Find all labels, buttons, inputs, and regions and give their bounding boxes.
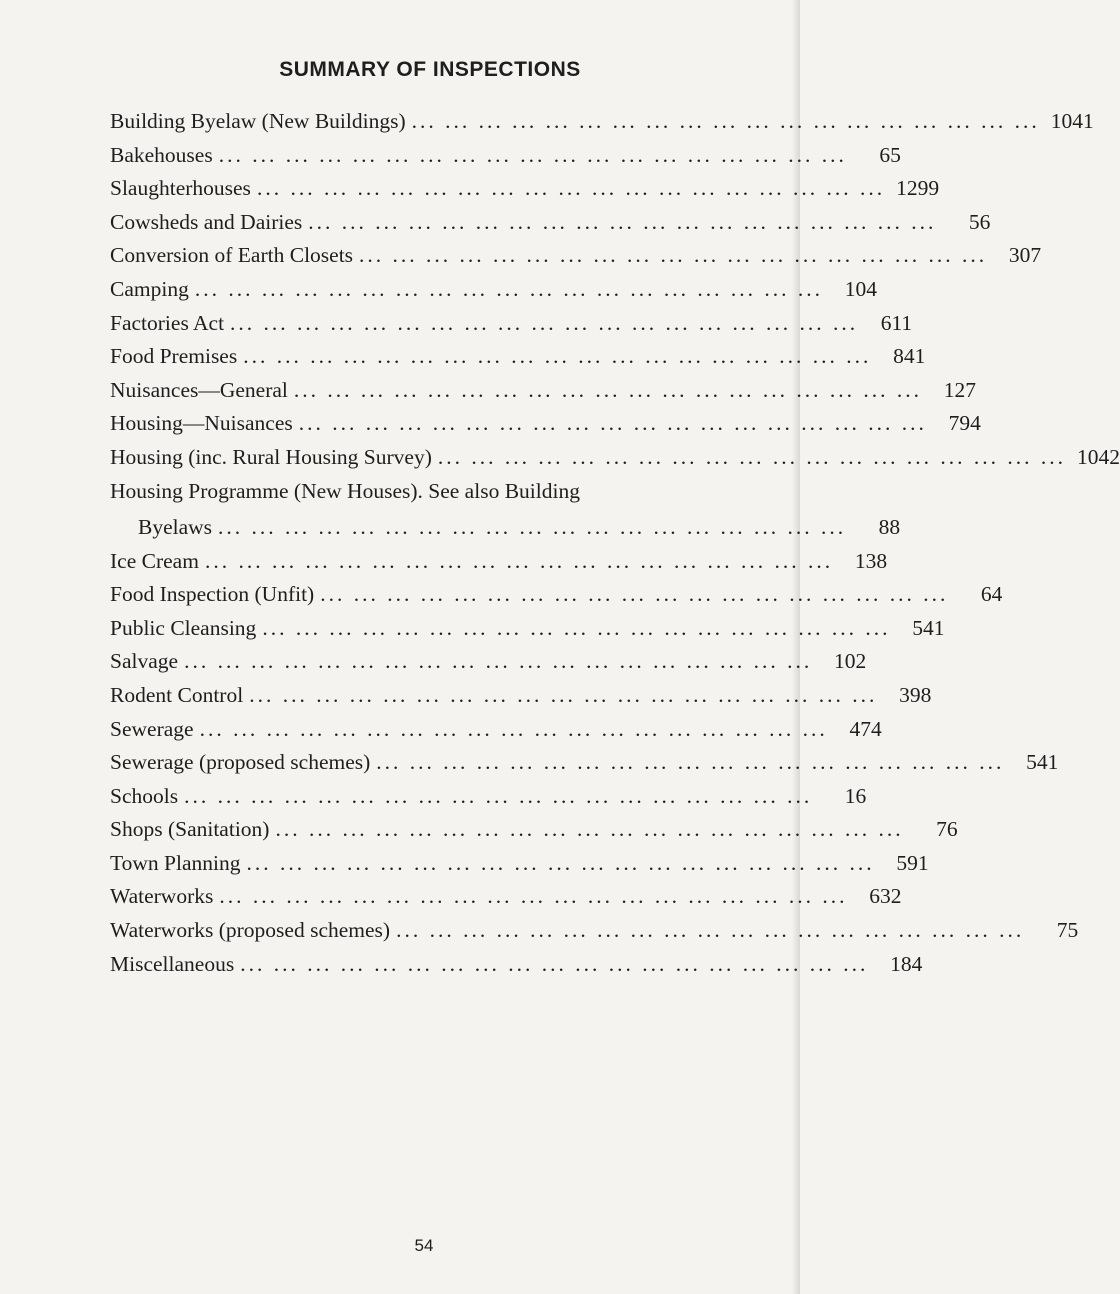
item-line — [110, 847, 929, 881]
list-item — [110, 239, 1042, 273]
item-line — [110, 713, 882, 747]
dot-leader: ... ... ... ... ... ... ... ... ... ... ... ... ... ... ... ... ... ... ... — [218, 514, 847, 539]
item-value: 76 — [936, 817, 958, 842]
dot-leader: ... ... ... ... ... ... ... ... ... ... ... ... ... ... ... ... ... ... ... — [199, 716, 828, 741]
item-value: 794 — [948, 411, 981, 436]
dot-leader: ... ... ... ... ... ... ... ... ... ... ... ... ... ... ... ... ... ... ... — [396, 918, 1025, 943]
item-label: Schools — [110, 783, 179, 808]
item-label: Public Cleansing — [110, 615, 257, 640]
item-label: Sewerage — [110, 716, 194, 741]
dot-leader: ... ... ... ... ... ... ... ... ... ... ... ... ... ... ... ... ... ... ... — [320, 582, 949, 607]
list-item — [110, 948, 923, 982]
dot-leader: ... ... ... ... ... ... ... ... ... ... ... ... ... ... ... ... ... ... ... — [219, 884, 848, 909]
item-value: 184 — [890, 951, 923, 976]
item-line — [110, 948, 923, 982]
page-number: 54 — [414, 1236, 434, 1255]
item-label: Conversion of Earth Closets — [110, 243, 354, 268]
item-label: Waterworks — [110, 884, 214, 909]
item-label: Shops (Sanitation) — [110, 817, 270, 842]
item-line — [110, 374, 977, 408]
dot-leader: ... ... ... ... ... ... ... ... ... ... ... ... ... ... ... ... ... ... ... — [240, 951, 869, 976]
item-line — [110, 746, 1059, 780]
item-label: Food Inspection (Unfit) — [110, 582, 315, 607]
item-value: 307 — [1008, 243, 1042, 268]
dot-leader: ... ... ... ... ... ... ... ... ... ... ... ... ... ... ... ... ... ... ... — [298, 411, 927, 436]
item-line — [110, 206, 991, 240]
item-label: Housing—Nuisances — [110, 411, 293, 436]
item-line — [110, 880, 902, 914]
dot-leader: ... ... ... ... ... ... ... ... ... ... ... ... ... ... ... ... ... ... ... — [230, 310, 859, 335]
list-item — [110, 139, 901, 173]
item-line — [110, 612, 945, 646]
item-value: 632 — [869, 884, 902, 909]
item-line — [110, 914, 1079, 948]
inspection-list — [110, 105, 1120, 981]
list-item — [110, 172, 940, 206]
item-label: Sewerage (proposed schemes) — [110, 750, 371, 775]
item-line — [110, 307, 913, 341]
item-value: 398 — [899, 682, 932, 707]
dot-leader: ... ... ... ... ... ... ... ... ... ... ... ... ... ... ... ... ... ... ... — [359, 243, 988, 268]
item-value: 541 — [1026, 750, 1059, 775]
list-item — [110, 340, 926, 374]
item-value: 591 — [896, 850, 929, 875]
item-label: Salvage — [110, 649, 179, 674]
item-line — [110, 545, 888, 579]
item-value: 1041 — [1050, 109, 1094, 133]
list-item — [110, 441, 1120, 475]
list-item — [110, 914, 1079, 948]
item-label-line1: Housing Programme (New Houses). See also Building — [110, 478, 580, 503]
item-label: Waterworks (proposed schemes) — [110, 918, 391, 943]
list-item — [110, 407, 981, 441]
page-title: SUMMARY OF INSPECTIONS — [279, 58, 581, 81]
dot-leader: ... ... ... ... ... ... ... ... ... ... ... ... ... ... ... ... ... ... ... — [256, 176, 886, 201]
item-line — [110, 813, 958, 847]
item-label: Rodent Control — [110, 682, 244, 707]
item-value: 1042 — [1077, 444, 1120, 469]
item-label: Nuisances—General — [110, 377, 288, 402]
dot-leader: ... ... ... ... ... ... ... ... ... ... ... ... ... ... ... ... ... ... ... — [243, 344, 872, 369]
item-line — [110, 780, 867, 814]
item-value: 75 — [1056, 918, 1079, 943]
item-line — [110, 511, 901, 545]
item-label: Building Byelaw (New Buildings) — [110, 109, 406, 133]
dot-leader: ... ... ... ... ... ... ... ... ... ... ... ... ... ... ... ... ... ... ... — [246, 850, 875, 875]
list-item — [110, 645, 867, 679]
item-line — [110, 679, 932, 713]
list-item — [110, 545, 888, 579]
list-item — [110, 105, 1094, 139]
item-label: Housing (inc. Rural Housing Survey) — [110, 444, 432, 469]
item-value: 64 — [980, 582, 1003, 607]
item-label: Camping — [110, 276, 189, 301]
item-line — [110, 578, 1003, 612]
dot-leader: ... ... ... ... ... ... ... ... ... ... ... ... ... ... ... ... ... ... ... — [262, 615, 891, 640]
dot-leader: ... ... ... ... ... ... ... ... ... ... ... ... ... ... ... ... ... ... ... — [249, 682, 878, 707]
item-value: 16 — [844, 783, 867, 808]
dot-leader: ... ... ... ... ... ... ... ... ... ... ... ... ... ... ... ... ... ... ... — [184, 649, 813, 674]
item-value: 65 — [879, 142, 901, 167]
item-value: 541 — [912, 615, 945, 640]
item-line — [110, 273, 877, 307]
item-value: 127 — [943, 377, 977, 402]
item-label: Town Planning — [110, 850, 241, 875]
item-line — [110, 407, 981, 441]
item-line — [110, 645, 867, 679]
dot-leader: ... ... ... ... ... ... ... ... ... ... ... ... ... ... ... ... ... ... ... — [204, 548, 834, 573]
item-label: Byelaws — [138, 514, 213, 539]
list-item — [110, 880, 902, 914]
dot-leader: ... ... ... ... ... ... ... ... ... ... ... ... ... ... ... ... ... ... ... — [218, 142, 847, 167]
item-value: 104 — [844, 276, 877, 301]
dot-leader: ... ... ... ... ... ... ... ... ... ... ... ... ... ... ... ... ... ... ... — [275, 817, 904, 842]
item-line — [110, 172, 940, 206]
list-item — [110, 206, 991, 240]
list-item — [110, 273, 877, 307]
item-label: Ice Cream — [110, 548, 199, 573]
item-value: 56 — [968, 209, 991, 234]
item-value: 474 — [849, 716, 882, 741]
item-label: Miscellaneous — [110, 951, 235, 976]
list-item — [110, 307, 913, 341]
dot-leader: ... ... ... ... ... ... ... ... ... ... ... ... ... ... ... ... ... ... ... — [194, 276, 823, 301]
list-item — [110, 374, 977, 408]
item-value: 1299 — [896, 176, 940, 201]
item-value: 841 — [893, 344, 926, 369]
dot-leader: ... ... ... ... ... ... ... ... ... ... ... ... ... ... ... ... ... ... ... — [411, 109, 1040, 133]
list-item — [110, 578, 1003, 612]
list-item — [110, 813, 958, 847]
list-item — [110, 679, 932, 713]
item-line — [110, 105, 1094, 139]
item-line — [110, 139, 901, 173]
item-line — [110, 340, 926, 374]
item-value: 611 — [880, 310, 913, 335]
item-label: Food Premises — [110, 344, 238, 369]
dot-leader: ... ... ... ... ... ... ... ... ... ... ... ... ... ... ... ... ... ... ... — [184, 783, 813, 808]
item-line — [110, 441, 1120, 475]
dot-leader: ... ... ... ... ... ... ... ... ... ... ... ... ... ... ... ... ... ... ... — [437, 444, 1066, 469]
list-item — [110, 612, 945, 646]
item-value: 138 — [854, 548, 888, 573]
dot-leader: ... ... ... ... ... ... ... ... ... ... ... ... ... ... ... ... ... ... ... — [376, 750, 1005, 775]
item-label: Bakehouses — [110, 142, 213, 167]
item-label: Slaughterhouses — [110, 176, 251, 201]
dot-leader: ... ... ... ... ... ... ... ... ... ... ... ... ... ... ... ... ... ... ... — [293, 377, 923, 402]
list-item — [110, 713, 882, 747]
item-label: Factories Act — [110, 310, 225, 335]
list-item — [110, 780, 867, 814]
item-label: Cowsheds and Dairies — [110, 209, 303, 234]
item-line — [110, 239, 1042, 273]
list-item — [110, 847, 929, 881]
list-item — [110, 475, 901, 545]
dot-leader: ... ... ... ... ... ... ... ... ... ... ... ... ... ... ... ... ... ... ... — [308, 209, 937, 234]
list-item — [110, 746, 1059, 780]
item-value: 102 — [833, 649, 867, 674]
item-value: 88 — [878, 514, 901, 539]
